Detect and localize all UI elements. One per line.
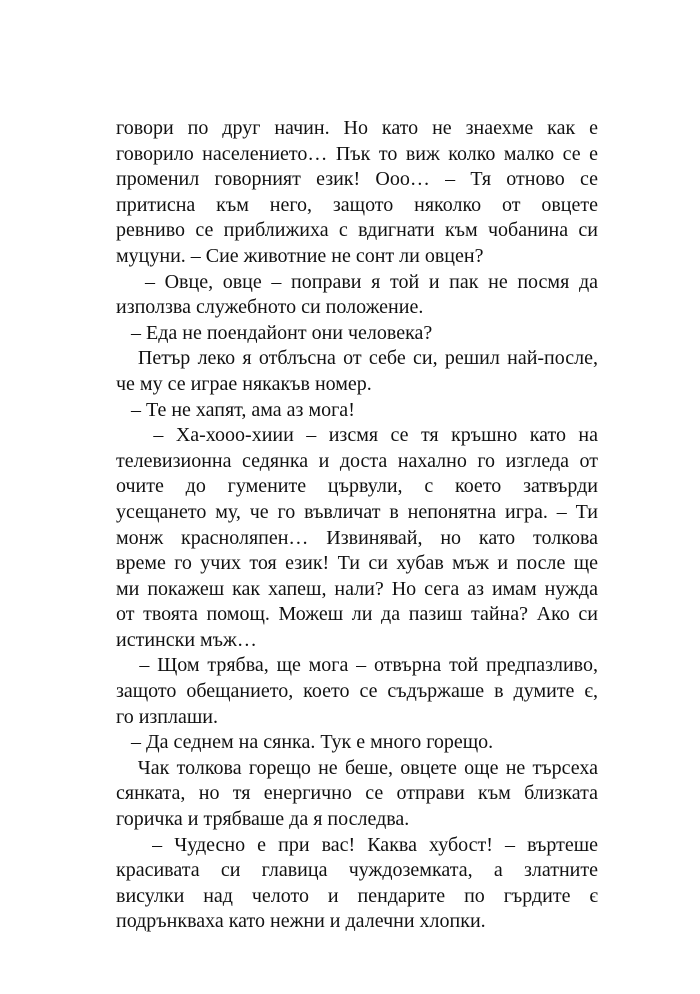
text-line: променил говорният език! Ооо… – Тя отново се bbox=[116, 168, 598, 191]
text-line: Чак толкова горещо не беше, овцете още не търсеха bbox=[116, 756, 598, 779]
text-line: използва служебното си положение. bbox=[116, 296, 424, 319]
text-line: телевизионна седянка и доста нахално го изгледа от bbox=[116, 449, 598, 472]
text-line: очите до гумените цървули, с което затвърди bbox=[116, 475, 598, 498]
text-line: сянката, но тя енергично се отправи към близката bbox=[116, 782, 598, 805]
text-line: го изплаши. bbox=[116, 705, 218, 728]
text-line: от твоята помощ. Можеш ли да пазиш тайна? Ако си bbox=[116, 603, 598, 626]
text-line: муцуни. – Сие животние не сонт ли овцен? bbox=[116, 244, 484, 267]
text-line: красивата си главица чуждоземката, а златните bbox=[116, 859, 598, 882]
page-text bbox=[116, 116, 598, 935]
text-line: защото обещанието, което се съдържаше в думите є, bbox=[116, 680, 598, 703]
text-line: ревниво се приближиха с вдигнати към чобанина си bbox=[116, 219, 598, 242]
text-line: истински мъж… bbox=[116, 628, 257, 651]
text-line: – Еда не поендайонт они человека? bbox=[116, 321, 433, 344]
text-line: – Щом трябва, ще мога – отвърна той предпазливо, bbox=[116, 654, 598, 677]
text-line: – Чудесно е при вас! Каква хубост! – въртеше bbox=[116, 833, 598, 856]
text-line: говори по друг начин. Но като не знаехме как е bbox=[116, 117, 598, 139]
text-line: усещането му, че го въвличат в непонятна игра. – Ти bbox=[116, 500, 598, 523]
text-line: подрънкваха като нежни и далечни хлопки. bbox=[116, 910, 486, 933]
text-line: Петър леко я отблъсна от себе си, решил най-после, bbox=[116, 347, 598, 370]
text-line: – Те не хапят, ама аз мога! bbox=[116, 398, 355, 421]
text-line: говорило населението… Пък то виж колко малко се е bbox=[116, 142, 598, 165]
text-line: ми покажеш как хапеш, нали? Но сега аз имам нужда bbox=[116, 577, 598, 600]
text-line: притисна към него, защото няколко от овцете bbox=[116, 193, 598, 216]
text-line: – Овце, овце – поправи я той и пак не посмя да bbox=[116, 270, 598, 293]
text-line: – Да седнем на сянка. Тук е много горещо. bbox=[116, 731, 494, 754]
text-line: висулки над челото и пендарите по гърдите є bbox=[116, 884, 598, 907]
text-line: – Ха-хооо-хиии – изсмя се тя кръшно като на bbox=[116, 424, 598, 447]
text-line: че му се играе някакъв номер. bbox=[116, 372, 372, 395]
text-line: горичка и трябваше да я последва. bbox=[116, 808, 410, 831]
text-line: монж красноляпен… Извинявай, но като толкова bbox=[116, 526, 598, 549]
text-line: време го учих тоя език! Ти си хубав мъж и после ще bbox=[116, 552, 598, 575]
